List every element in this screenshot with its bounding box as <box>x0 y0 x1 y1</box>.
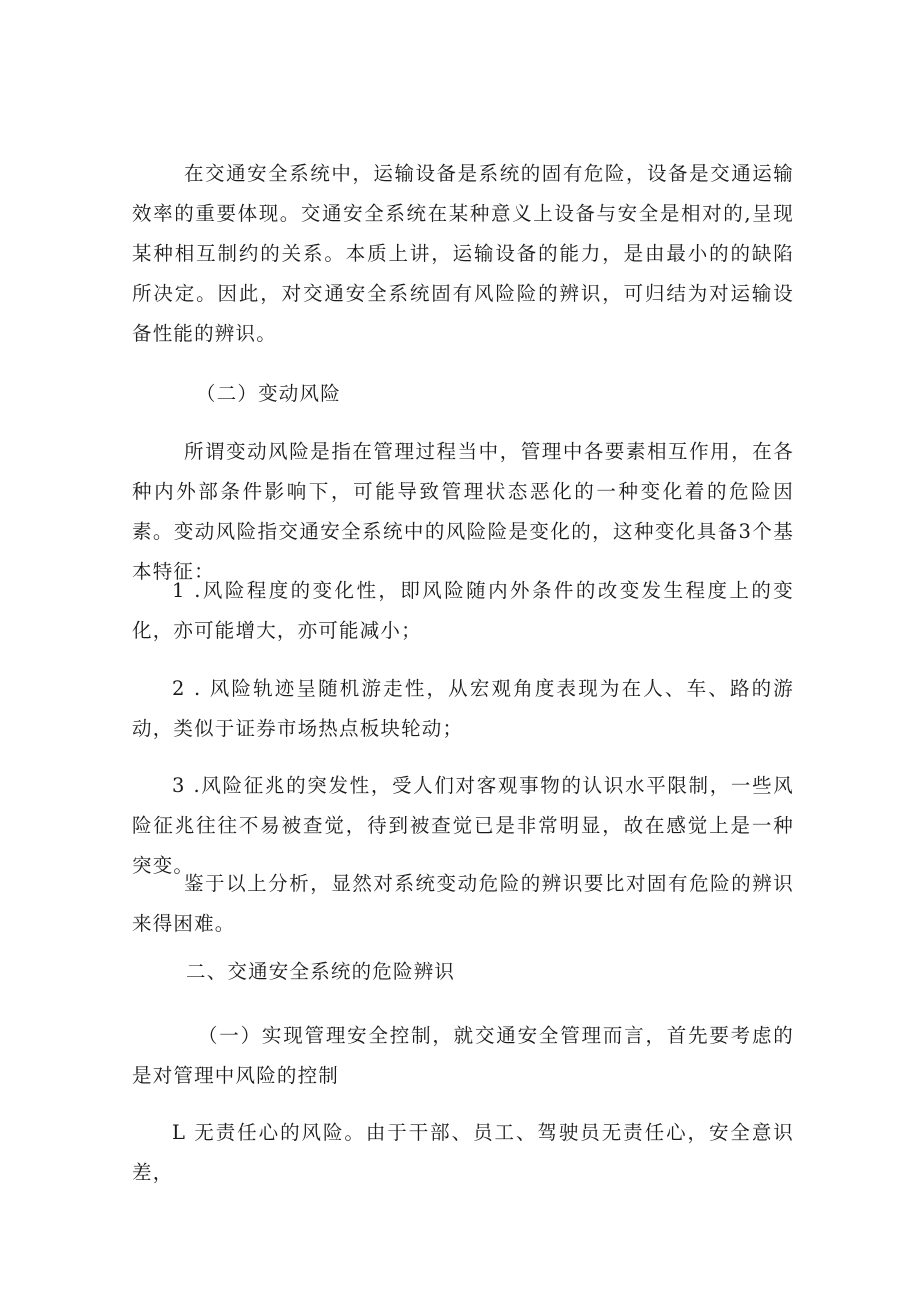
list-item-no-responsibility: L 无责任心的风险。由于干部、员工、驾驶员无责任心，安全意识差， <box>132 1121 794 1184</box>
list-item-risk-trajectory: 2 . 风险轨迹呈随机游走性，从宏观角度表现为在人、车、路的游动，类似于证券市场热点板块轮动； <box>132 677 794 740</box>
list-item-risk-degree: 1 .风险程度的变化性，即风险随内外条件的改变发生程度上的变化，亦可能增大，亦可能减小； <box>132 579 794 642</box>
heading-management-control: （一）实现管理安全控制，就交通安全管理而言，首先要考虑的是对管理中风险的控制 <box>132 1024 794 1087</box>
paragraph-variable-risk-definition: 所谓变动风险是指在管理过程当中，管理中各要素相互作用，在各种内外部条件影响下，可能导致管理状态恶化的一种变化着的危险因素。变动风险指交通安全系统中的风险险是变化的，这种变化具备3个基本特征： <box>132 440 794 583</box>
paragraph-inherent-risk: 在交通安全系统中，运输设备是系统的固有危险，设备是交通运输效率的重要体现。交通安全系统在某种意义上设备与安全是相对的,呈现某种相互制约的关系。本质上讲，运输设备的能力，是由最小的的缺陷所决定。因此，对交通安全系统固有风险险的辨识，可归结为对运输设备性能的辨识。 <box>132 162 794 345</box>
paragraph-analysis-conclusion: 鉴于以上分析，显然对系统变动危险的辨识要比对固有危险的辨识来得困难。 <box>132 872 794 935</box>
list-item-risk-suddenness: 3 .风险征兆的突发性，受人们对客观事物的认识水平限制，一些风险征兆往往不易被查觉，待到被查觉已是非常明显，故在感觉上是一种突变。 <box>132 774 794 877</box>
heading-section-two: 二、交通安全系统的危险辨识 <box>186 960 456 983</box>
heading-variable-risk: （二）变动风险 <box>196 382 341 405</box>
